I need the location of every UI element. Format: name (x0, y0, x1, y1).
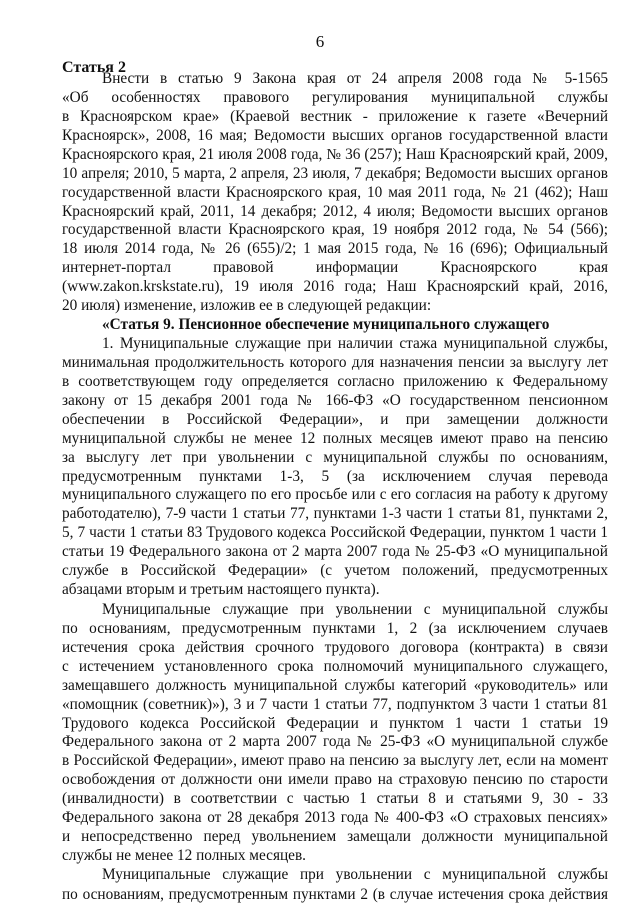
text-line: Федерального закона от 28 декабря 2013 года № 400-ФЗ «О страховых пенсиях» (62, 809, 608, 827)
article-9-heading: «Статья 9. Пенсионное обеспечение муниципального служащего (102, 315, 550, 333)
text-line: за выслугу лет при увольнении с муниципальной службы по основаниям, (62, 448, 608, 466)
text-line: государственной власти Красноярского края, 19 ноября 2012 года, № 54 (566); (62, 221, 608, 239)
text-line: Красноярск», 2008, 16 мая; Ведомости высших органов государственной власти (62, 126, 608, 144)
text-line: службы не менее 12 полных месяцев. (62, 846, 307, 864)
text-line: обеспечении в Российской Федерации», и при замещении должности (62, 410, 608, 428)
text-line: с истечением установленного срока полномочий муниципального служащего, (62, 657, 608, 675)
text-line: (www.zakon.krskstate.ru), 19 июля 2016 года; Наш Красноярский край, 2016, (62, 278, 608, 296)
text-line: интернет-портал правовой информации Красноярского края (62, 259, 608, 277)
text-line: службе в Российской Федерации» (с учетом положений, предусмотренных (62, 562, 608, 580)
text-line: Муниципальные служащие при увольнении с муниципальной службы (102, 601, 608, 619)
text-line: 20 июля) изменение, изложив ее в следующей редакции: (62, 296, 432, 314)
text-line: «Об особенностях правового регулирования муниципальной службы (62, 89, 608, 107)
text-line: предусмотренным пунктами 1-3, 5 (за исключением случая перевода (62, 467, 608, 485)
text-line: Красноярский край, 2011, 14 декабря; 2012, 4 июля; Ведомости высших органов (62, 202, 608, 220)
text-line: Муниципальные служащие при увольнении с муниципальной службы (102, 865, 608, 883)
text-line: «помощник (советник)»), 3 и 7 части 1 статьи 77, подпунктом 3 части 1 статьи 81 (62, 695, 608, 713)
text-line: статьи 19 Федерального закона от 2 марта 2007 года № 25-ФЗ «О муниципальной (62, 543, 608, 561)
document-body (62, 70, 608, 905)
text-line: абзацами вторым и третьим настоящего пункта). (62, 580, 380, 598)
text-line: муниципального служащего по его просьбе или с его согласия на работу к другому (62, 486, 608, 504)
text-line: по основаниям, предусмотренным пунктами 2 (в случае истечения срока действия (62, 885, 608, 903)
text-line: истечения срока действия срочного трудового договора (контракта) в связи (62, 639, 608, 656)
text-line: государственной власти Красноярского края, 10 мая 2011 года, № 21 (462); Наш (62, 183, 608, 201)
text-line: по основаниям, предусмотренным пунктами 1, 2 (за исключением случаев (62, 620, 608, 638)
text-line: Внести в статью 9 Закона края от 24 апреля 2008 года № 5-1565 (102, 70, 608, 88)
text-line: в соответствующем году определяется согласно приложению к Федеральному (62, 373, 608, 391)
text-line: минимальная продолжительность которого для назначения пенсии за выслугу лет (62, 354, 608, 372)
text-line: Трудового кодекса Российской Федерации и пунктом 1 части 1 статьи 19 (62, 714, 608, 732)
text-line: Красноярского края, 21 июля 2008 года, № 36 (257); Наш Красноярский край, 2009, (62, 145, 608, 163)
text-line: 1. Муниципальные служащие при наличии стажа муниципальной службы, (102, 335, 608, 353)
article-heading: Статья 2 (62, 59, 126, 76)
text-line: муниципальной службы не менее 12 полных месяцев имеют право на пенсию (62, 429, 608, 447)
text-line: работодателю), 7-9 части 1 статьи 77, пунктами 1-3 части 1 статьи 81, пунктами 2, (62, 505, 608, 523)
text-line: освобождения от должности они имели право на страховую пенсию по старости (62, 771, 608, 789)
text-line: 18 июля 2014 года, № 26 (655)/2; 1 мая 2015 года, № 16 (696); Официальный (62, 240, 608, 258)
text-line: в Российской Федерации», имеют право на пенсию за выслугу лет, если на момент (62, 752, 608, 770)
text-line: (инвалидности) в соответствии с частью 1 статьи 8 и статьями 9, 30 - 33 (62, 790, 608, 808)
text-line: замещавшего должность муниципальной службы категорий «руководитель» или (62, 676, 608, 694)
text-line: 10 апреля; 2010, 5 марта, 2 апреля, 23 июля, 7 декабря; Ведомости высших органов (62, 164, 608, 182)
text-line: Федерального закона от 2 марта 2007 года № 25-ФЗ «О муниципальной службе (62, 733, 608, 751)
text-line: закону от 15 декабря 2001 года № 166-ФЗ «О государственном пенсионном (62, 392, 608, 410)
text-line: и непосредственно перед увольнением замещали должности муниципальной (62, 827, 608, 845)
text-line: 5, 7 части 1 статьи 83 Трудового кодекса Российской Федерации, пунктом 1 части 1 (62, 524, 608, 542)
text-line: в Красноярском крае» (Краевой вестник - приложение к газете «Вечерний (62, 108, 608, 126)
page-number: 6 (315, 32, 325, 51)
